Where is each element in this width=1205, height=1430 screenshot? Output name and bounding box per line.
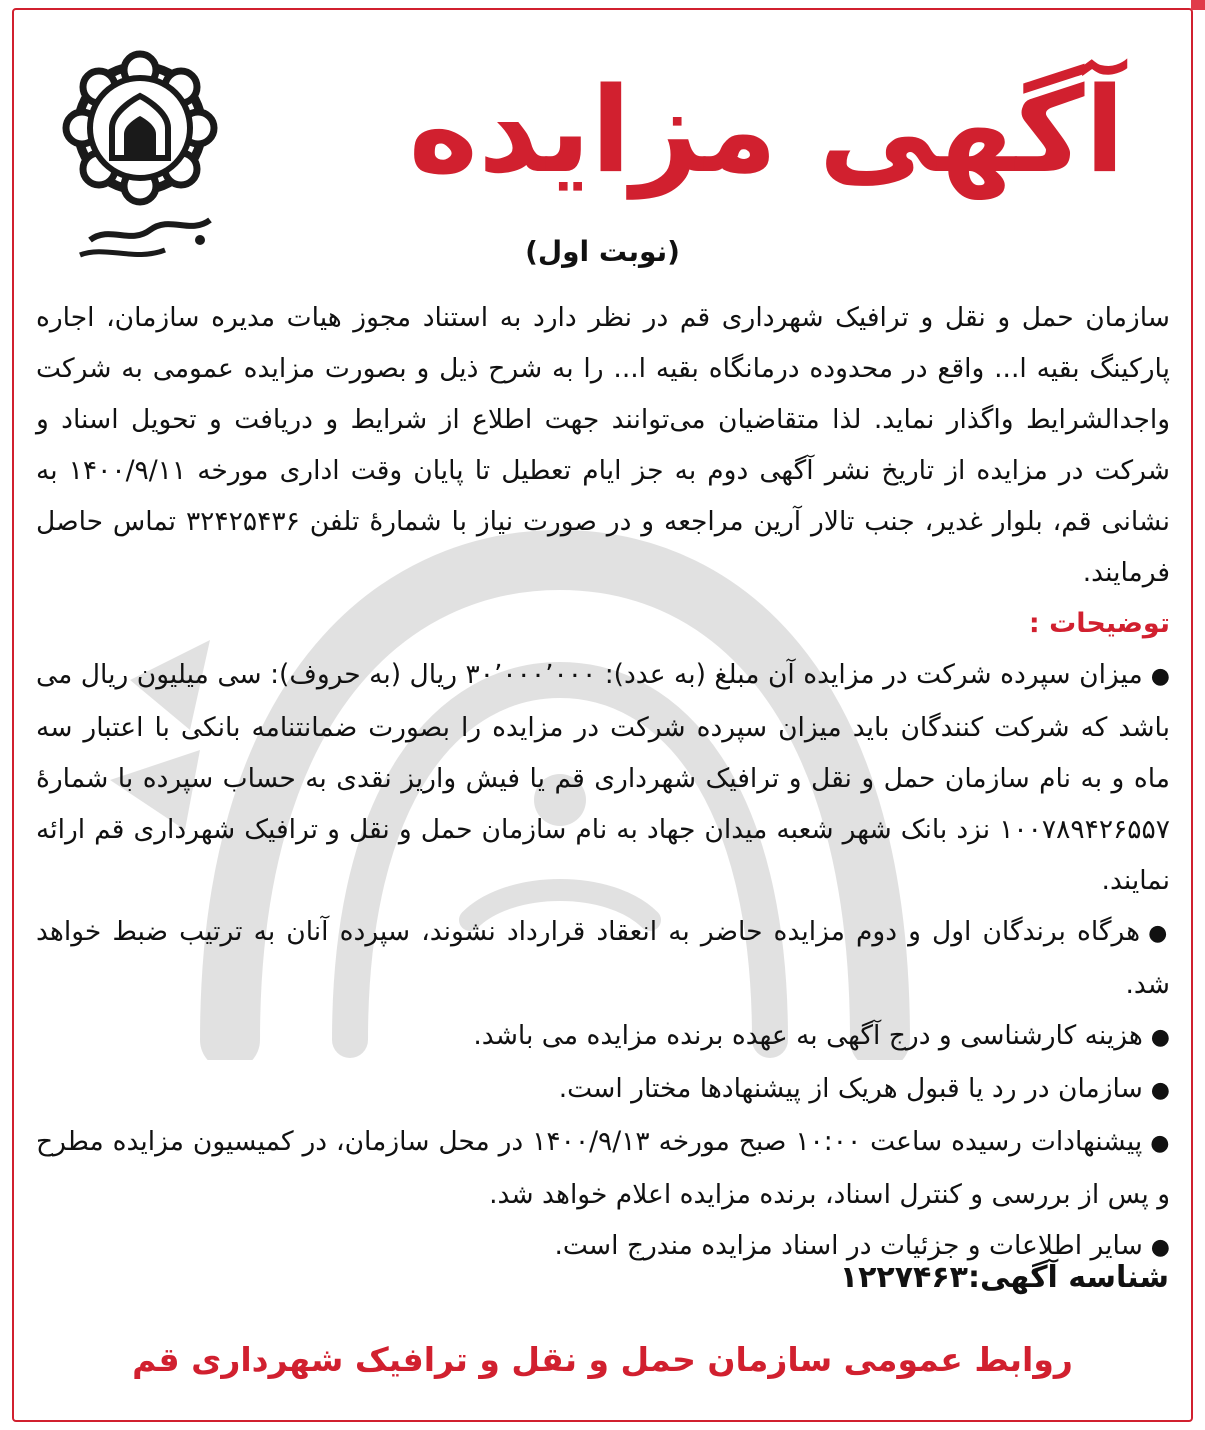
intro-paragraph: سازمان حمل و نقل و ترافیک شهرداری قم در نظر دارد به استناد مجوز هیات مدیره سازمان، اجاره پارکینگ بقیه ا... واقع در محدوده درمانگاه بقیه ا... را به شرح ذیل و بصورت مزایده عمومی به شرکت واجدالشرایط واگذار نماید. لذا متقاضیان می‌توانند جهت اطلاع از شرایط و دریافت و تحویل اسناد و شرکت در مزایده از تاریخ نشر آگهی دوم به جز ایام تعطیل تا پایان وقت اداری مورخه ۱۴۰۰/۹/۱۱ به نشانی قم، بلوار غدیر، جنب تالار آرین مراجعه و در صورت نیاز با شمارهٔ تلفن ۳۲۴۲۵۴۳۶ تماس حاصل فرمایند. bbox=[36, 302, 1170, 588]
bullet-icon: ● bbox=[1150, 664, 1171, 689]
bullet-icon: ● bbox=[1148, 921, 1170, 946]
page-title: آگهی مزایده bbox=[408, 61, 1125, 199]
list-item: ●سازمان در رد یا قبول هریک از پیشنهادها مختار است. bbox=[558, 1073, 1170, 1104]
bullet-icon: ● bbox=[1150, 1235, 1170, 1260]
bullet-icon: ● bbox=[1150, 1131, 1170, 1156]
bullet-icon: ● bbox=[1150, 1078, 1170, 1103]
bullet-icon: ● bbox=[1150, 1025, 1170, 1050]
notes-title: توضیحات : bbox=[1028, 608, 1170, 639]
announcement-body bbox=[36, 292, 1170, 1273]
list-item: ●پیشنهادات رسیده ساعت ۱۰:۰۰ صبح مورخه ۱۴۰۰/۹/۱۳ در محل سازمان، در کمیسیون مزایده مطرح و پس از بررسی و کنترل اسناد، برنده مزایده اعلام خواهد شد. bbox=[36, 1126, 1170, 1210]
list-item: ●هرگاه برندگان اول و دوم مزایده حاضر به انعقاد قرارداد نشوند، سپرده آنان به ترتیب ضبط خواهد شد. bbox=[36, 916, 1170, 1000]
ad-id: شناسه آگهی:۱۲۲۷۴۶۳ bbox=[839, 1260, 1169, 1295]
footer-signature: روابط عمومی سازمان حمل و نقل و ترافیک شهرداری قم bbox=[132, 1340, 1073, 1379]
notice-round: (نوبت اول) bbox=[525, 235, 680, 268]
list-item: ●سایر اطلاعات و جزئیات در اسناد مزایده مندرج است. bbox=[554, 1230, 1170, 1261]
list-item: ●میزان سپرده شرکت در مزایده آن مبلغ (به عدد): ۳۰٬۰۰۰٬۰۰۰ ریال (به حروف): سی میلیون ریال می باشد که شرکت کنندگان باید میزان سپرده شرکت در مزایده را بصورت ضمانتنامه بانکی با اعتبار سه ماه و به نام سازمان حمل و نقل و ترافیک شهرداری قم یا فیش واریز نقدی به حساب سپرده با شمارهٔ ۱۰۰۷۸۹۴۲۶۵۵۷ نزد بانک شهر شعبه میدان جهاد به نام سازمان حمل و نقل و ترافیک شهرداری قم ارائه نمایند. bbox=[36, 659, 1171, 896]
municipality-logo bbox=[50, 40, 230, 270]
corner-mark bbox=[1191, 0, 1205, 10]
list-item: ●هزینه کارشناسی و درج آگهی به عهده برنده مزایده می باشد. bbox=[473, 1020, 1170, 1051]
